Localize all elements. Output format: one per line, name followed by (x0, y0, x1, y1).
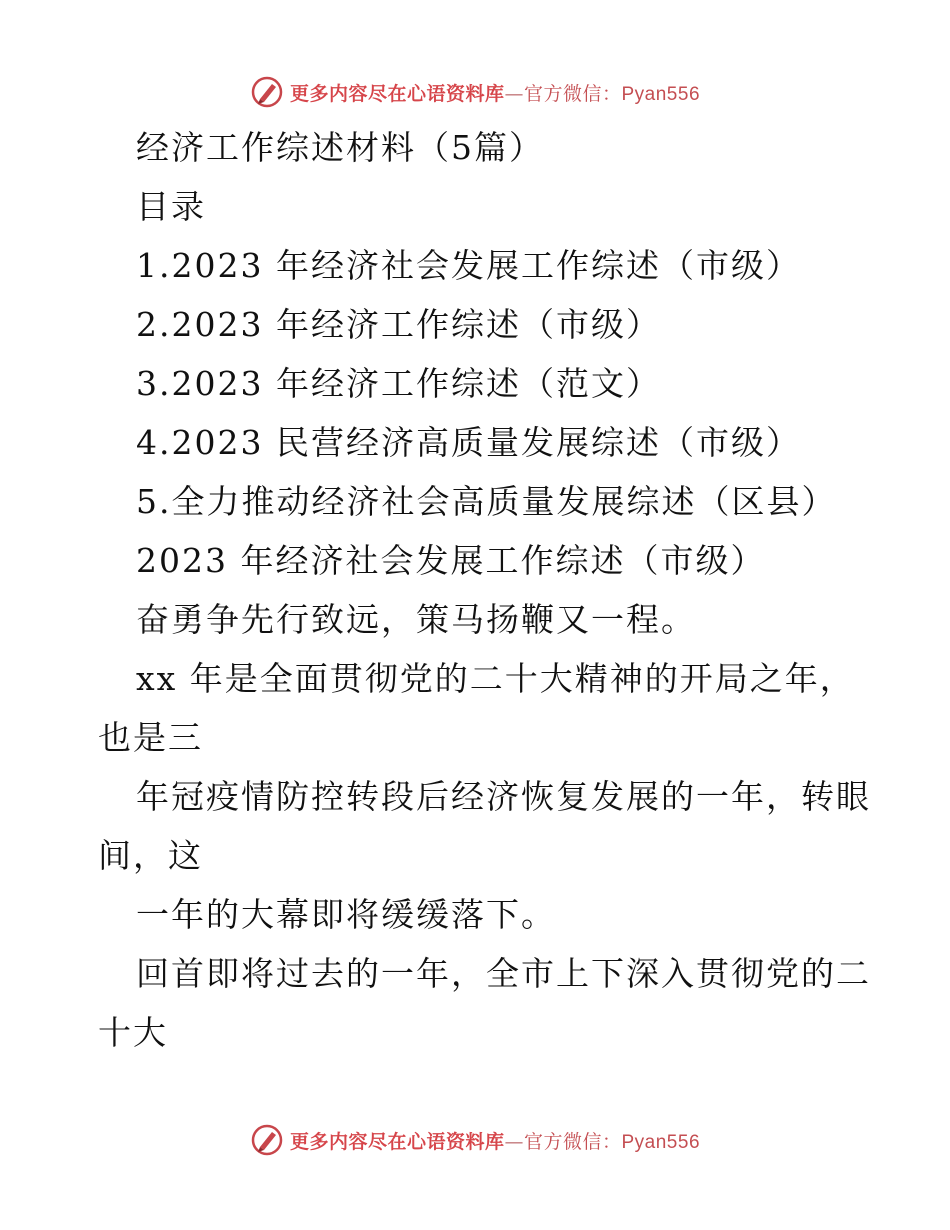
paragraph-line: 一年的大幕即将缓缓落下。 (136, 895, 556, 934)
paragraph-line-wrap: 十大 (98, 1013, 168, 1052)
watermark-dash: — (504, 82, 524, 105)
paragraph-line: 年冠疫情防控转段后经济恢复发展的一年，转眼 (136, 777, 871, 816)
paragraph-line-wrap: 间，这 (98, 836, 203, 875)
paragraph-line: 奋勇争先行致远，策马扬鞭又一程。 (136, 600, 696, 639)
header-watermark-banner (0, 72, 950, 112)
paragraph-line-wrap: 也是三 (98, 718, 203, 757)
watermark-text (290, 1127, 700, 1154)
toc-heading: 目录 (136, 187, 206, 226)
watermark-sub: 官方微信： (523, 82, 622, 105)
toc-item: 2.2023 年经济工作综述（市级） (136, 305, 661, 344)
document-body (0, 118, 950, 1062)
watermark-id: Pyan556 (621, 83, 701, 105)
pen-logo-icon (250, 1123, 284, 1157)
footer-watermark-banner (0, 1120, 950, 1160)
watermark-text (290, 79, 700, 106)
toc-item: 3.2023 年经济工作综述（范文） (136, 364, 661, 403)
toc-item: 1.2023 年经济社会发展工作综述（市级） (136, 246, 801, 285)
doc-title: 经济工作综述材料（5篇） (136, 128, 544, 167)
toc-item: 4.2023 民营经济高质量发展综述（市级） (136, 423, 801, 462)
pen-logo-icon (250, 75, 284, 109)
watermark-main: 更多内容尽在心语资料库 (289, 82, 505, 105)
section-heading: 2023 年经济社会发展工作综述（市级） (136, 541, 766, 580)
watermark-id: Pyan556 (621, 1131, 701, 1153)
toc-item: 5.全力推动经济社会高质量发展综述（区县） (136, 482, 837, 521)
paragraph-line: xx 年是全面贯彻党的二十大精神的开局之年， (136, 659, 855, 698)
watermark-dash: — (504, 1130, 524, 1153)
paragraph-line: 回首即将过去的一年，全市上下深入贯彻党的二 (136, 954, 871, 993)
watermark-sub: 官方微信： (523, 1130, 622, 1153)
watermark-main: 更多内容尽在心语资料库 (289, 1130, 505, 1153)
